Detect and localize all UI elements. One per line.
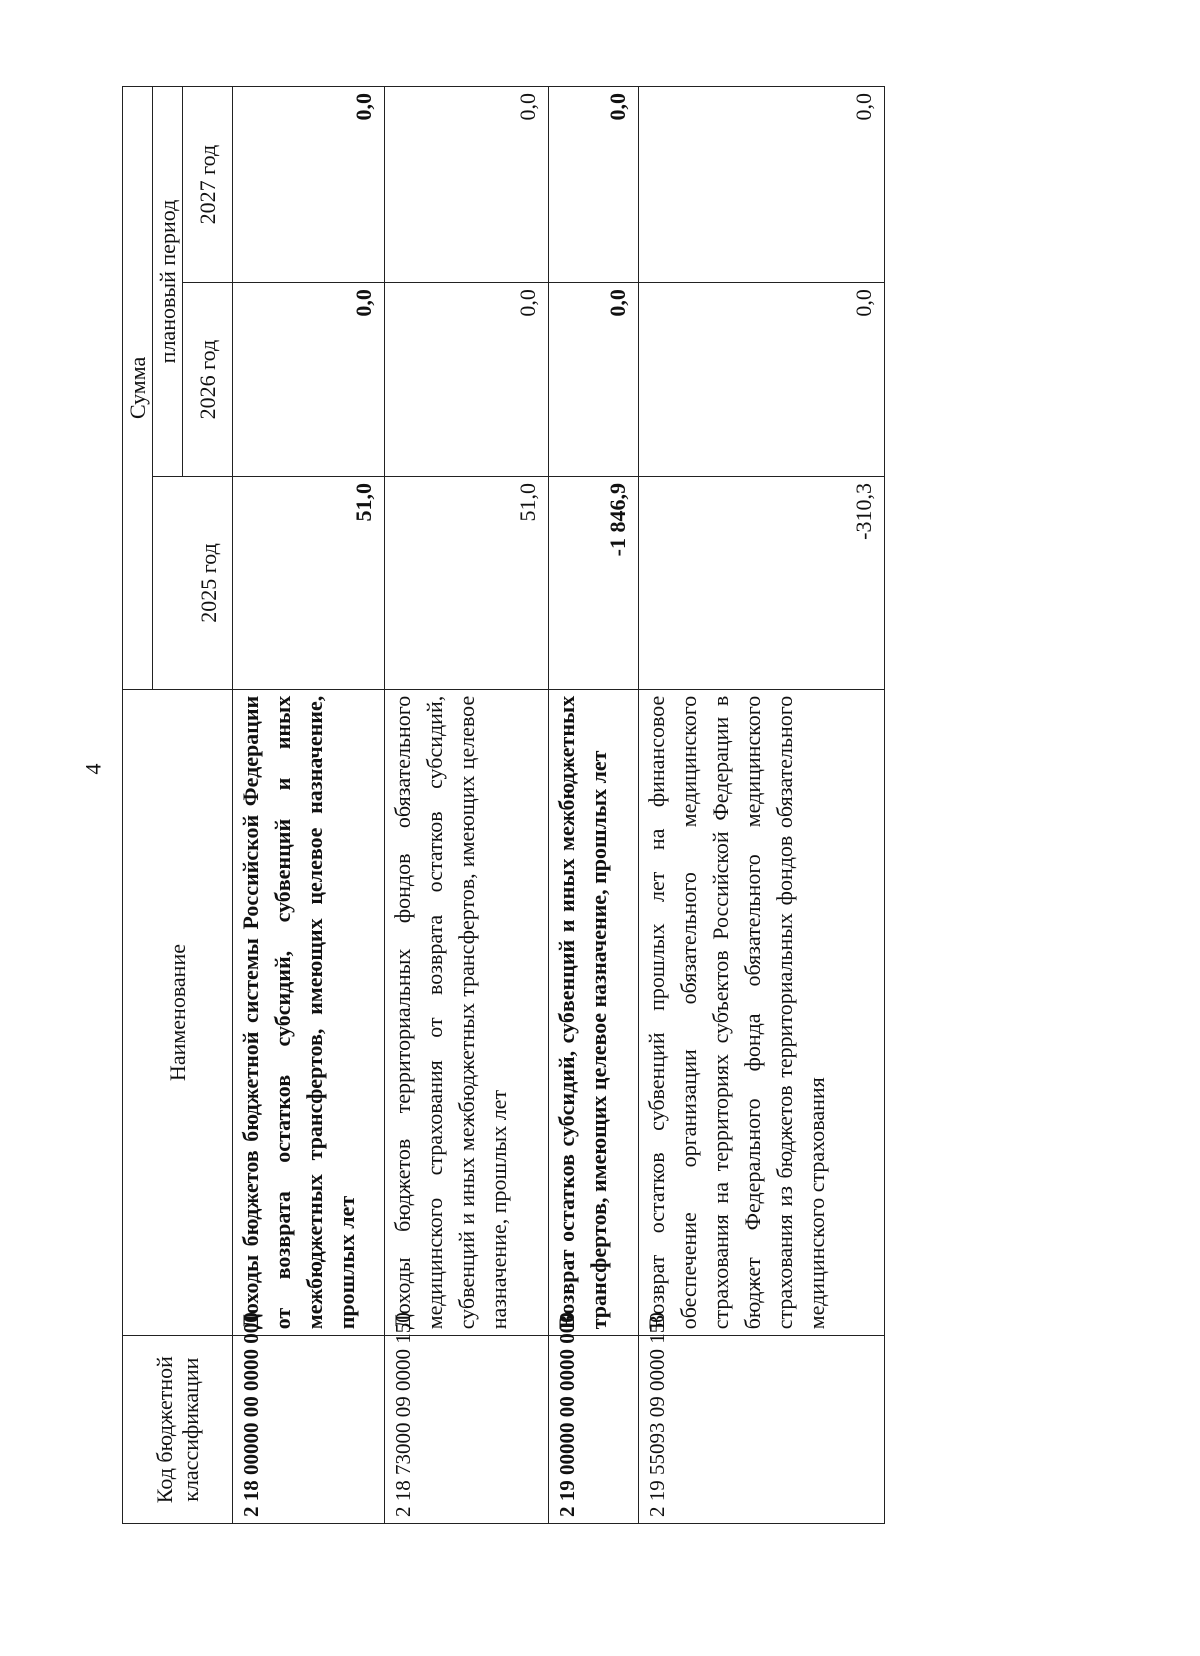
- row-value-2026: 0,0: [549, 283, 639, 477]
- header-sum: Сумма: [123, 87, 153, 690]
- row-value-2027: 0,0: [639, 87, 885, 283]
- row-name: Доходы бюджетов территориальных фондов обязательного медицинского страхования от возврата остатков субсидий, субвенций и иных межбюджетных трансфертов, имеющих целевое назначение, прошлых лет: [385, 689, 549, 1336]
- row-value-2027: 0,0: [549, 87, 639, 283]
- header-planned-period: плановый период: [153, 87, 183, 477]
- row-name: Возврат остатков субсидий, субвенций и иных межбюджетных трансфертов, имеющих целевое назначение, прошлых лет: [549, 689, 639, 1336]
- header-name: Наименование: [123, 689, 233, 1336]
- row-value-2027: 0,0: [233, 87, 385, 283]
- row-value-2027: 0,0: [385, 87, 549, 283]
- row-name: Доходы бюджетов бюджетной системы Российской Федерации от возврата остатков субсидий, субвенций и иных межбюджетных трансфертов, имеющих целевое назначение, прошлых лет: [233, 689, 385, 1336]
- rotated-page-content: [122, 86, 898, 1524]
- row-name: Возврат остатков субвенций прошлых лет на финансовое обеспечение организации обязательного медицинского страхования на территориях субъектов Российской Федерации в бюджет Федерального фонда обязательного медицинского страхования из бюджетов территориальных фондов обязательного медицинского страхования: [639, 689, 885, 1336]
- row-value-2026: 0,0: [385, 283, 549, 477]
- row-value-2025: 51,0: [233, 477, 385, 690]
- page-number: 4: [80, 763, 106, 775]
- table-row: [233, 87, 385, 1524]
- row-code: 2 18 00000 00 0000 000: [233, 1336, 385, 1524]
- row-value-2026: 0,0: [233, 283, 385, 477]
- row-value-2025: 51,0: [385, 477, 549, 690]
- row-code: 2 18 73000 09 0000 150: [385, 1336, 549, 1524]
- header-year-2025: 2025 год: [153, 477, 233, 690]
- row-value-2025: -1 846,9: [549, 477, 639, 690]
- table-row: [639, 87, 885, 1524]
- row-code: 2 19 00000 00 0000 000: [549, 1336, 639, 1524]
- header-code: Код бюджетной классификации: [123, 1336, 233, 1524]
- header-year-2027: 2027 год: [183, 87, 233, 283]
- row-value-2025: -310,3: [639, 477, 885, 690]
- row-code: 2 19 55093 09 0000 150: [639, 1336, 885, 1524]
- budget-table: [122, 86, 885, 1524]
- table-row: [385, 87, 549, 1524]
- row-value-2026: 0,0: [639, 283, 885, 477]
- budget-table-frame: [122, 86, 898, 1524]
- table-row: [549, 87, 639, 1524]
- header-year-2026: 2026 год: [183, 283, 233, 477]
